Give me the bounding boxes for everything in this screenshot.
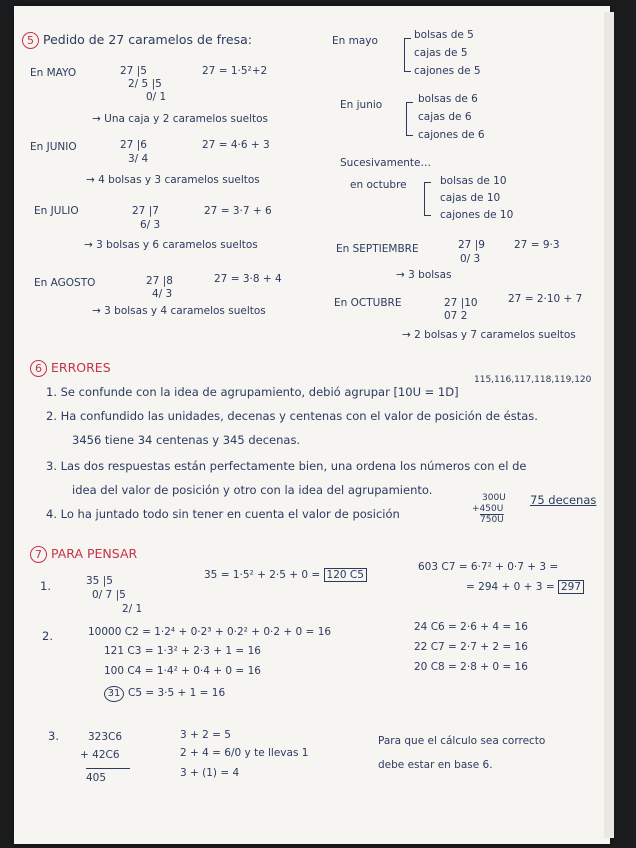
- agosto-label: En AGOSTO: [34, 277, 96, 289]
- section-6-title: [30, 360, 111, 377]
- section-title-text: Pedido de 27 caramelos de fresa:: [43, 32, 252, 47]
- mayo-equation: 27 = 1·5²+2: [202, 65, 268, 77]
- sum-top: 300U: [482, 493, 506, 503]
- problem-1-equation: [204, 570, 367, 582]
- julio-equation: 27 = 3·7 + 6: [204, 205, 272, 217]
- sucesivamente-text: Sucesivamente…: [340, 157, 432, 169]
- section-title-text: ERRORES: [51, 360, 111, 375]
- mayo-division-3: 0/ 1: [146, 91, 167, 103]
- problem-1-division-2: 0/ 7 |5: [92, 589, 126, 601]
- problem-1-right-box: 297: [558, 580, 584, 594]
- septiembre-equation: 27 = 9·3: [514, 239, 560, 251]
- octubre-division-1: 27 |10: [444, 297, 478, 309]
- right-junio-bracket: [406, 102, 413, 136]
- section-5-title: [22, 32, 252, 49]
- junio-label: En JUNIO: [30, 141, 77, 153]
- right-junio-item-3: cajones de 6: [418, 129, 485, 141]
- problem-2-right-2: 22 C7 = 2·7 + 2 = 16: [414, 641, 528, 653]
- julio-label: En JULIO: [34, 205, 79, 217]
- error-sequence: 115,116,117,118,119,120: [474, 375, 592, 385]
- error-line-2b: 3456 tiene 34 centenas y 345 decenas.: [72, 433, 301, 447]
- sum-middle: +450U: [472, 504, 504, 514]
- septiembre-label: En SEPTIEMBRE: [336, 243, 419, 255]
- problem-1-division-1: 35 |5: [86, 575, 113, 587]
- agosto-division-2: 4/ 3: [152, 288, 173, 300]
- junio-equation: 27 = 4·6 + 3: [202, 139, 270, 151]
- sum-result: 750U: [480, 515, 504, 525]
- agosto-division-1: 27 |8: [146, 275, 173, 287]
- section-title-text: PARA PENSAR: [51, 546, 138, 561]
- section-number-badge: 5: [22, 32, 39, 49]
- problem-3-op-1: 3 + 2 = 5: [180, 729, 231, 741]
- error-line-3b: idea del valor de posición y otro con la idea del agrupamiento.: [72, 483, 433, 497]
- problem-3-note-1: Para que el cálculo sea correcto: [378, 735, 546, 747]
- right-junio-item-2: cajas de 6: [418, 111, 472, 123]
- problem-1-right-line-2: [466, 582, 584, 594]
- problem-3-op-2: 2 + 4 = 6/0 y te llevas 1: [180, 747, 309, 759]
- julio-result: → 3 bolsas y 6 caramelos sueltos: [84, 239, 258, 251]
- right-mayo-label: En mayo: [332, 35, 378, 47]
- problem-3-addend: + 42C6: [80, 749, 120, 761]
- problem-3-result: 405: [86, 768, 130, 785]
- mayo-result: → Una caja y 2 caramelos sueltos: [92, 113, 269, 125]
- problem-2-number: 2.: [42, 629, 53, 643]
- junio-division-2: 3/ 4: [128, 153, 149, 165]
- right-junio-label: En junio: [340, 99, 383, 111]
- problem-1-answer-box: 120 C5: [324, 568, 367, 582]
- problem-2-line-4: [104, 686, 225, 702]
- problem-3-number: 3.: [48, 729, 59, 743]
- problem-2-right-3: 20 C8 = 2·8 + 0 = 16: [414, 661, 528, 673]
- problem-1-number: 1.: [40, 579, 51, 593]
- julio-division-2: 6/ 3: [140, 219, 161, 231]
- octubre-equation: 27 = 2·10 + 7: [508, 293, 583, 305]
- right-octubre-item-2: cajas de 10: [440, 192, 501, 204]
- paper-edge: [604, 12, 614, 838]
- right-mayo-item-3: cajones de 5: [414, 65, 481, 77]
- right-octubre-item-3: cajones de 10: [440, 209, 514, 221]
- problem-1-division-3: 2/ 1: [122, 603, 143, 615]
- error-line-2: 2. Ha confundido las unidades, decenas y centenas con el valor de posición de éstas.: [46, 409, 538, 423]
- problem-2-line-4-text: C5 = 3·5 + 1 = 16: [128, 687, 226, 699]
- problem-1-equation-text: 35 = 1·5² + 2·5 + 0 =: [204, 569, 321, 581]
- problem-2-line-3: 100 C4 = 1·4² + 0·4 + 0 = 16: [104, 665, 261, 677]
- right-octubre-bracket: [424, 182, 431, 216]
- section-number-badge: 7: [30, 546, 47, 563]
- problem-2-line-1: 10000 C2 = 1·2⁴ + 0·2³ + 0·2² + 0·2 + 0 = 16: [88, 626, 332, 638]
- problem-2-circled-number: 31: [104, 686, 124, 702]
- right-mayo-item-2: cajas de 5: [414, 47, 468, 59]
- octubre-label: En OCTUBRE: [334, 297, 402, 309]
- mayo-division-1: 27 |5: [120, 65, 147, 77]
- problem-1-right-line-1: 603 C7 = 6·7² + 0·7 + 3 =: [418, 561, 559, 573]
- right-mayo-item-1: bolsas de 5: [414, 29, 474, 41]
- error-line-1: 1. Se confunde con la idea de agrupamiento, debió agrupar [10U = 1D]: [46, 385, 459, 399]
- octubre-division-2: 07 2: [444, 310, 468, 322]
- septiembre-result: → 3 bolsas: [396, 269, 452, 281]
- right-mayo-bracket: [404, 38, 411, 72]
- agosto-result: → 3 bolsas y 4 caramelos sueltos: [92, 305, 266, 317]
- problem-3-top: 323C6: [88, 731, 123, 743]
- problem-1-right-text: = 294 + 0 + 3 =: [466, 581, 555, 593]
- error-line-3: 3. Las dos respuestas están perfectamente bien, una ordena los números con el de: [46, 459, 527, 473]
- paper-sheet: [14, 6, 610, 844]
- right-octubre-label: en octubre: [350, 179, 407, 191]
- problem-3-op-3: 3 + (1) = 4: [180, 767, 240, 779]
- julio-division-1: 27 |7: [132, 205, 159, 217]
- decenas-note: 75 decenas: [530, 493, 597, 507]
- right-junio-item-1: bolsas de 6: [418, 93, 478, 105]
- problem-2-right-1: 24 C6 = 2·6 + 4 = 16: [414, 621, 528, 633]
- junio-division-1: 27 |6: [120, 139, 147, 151]
- section-number-badge: 6: [30, 360, 47, 377]
- problem-3-note-2: debe estar en base 6.: [378, 759, 493, 771]
- junio-result: → 4 bolsas y 3 caramelos sueltos: [86, 174, 260, 186]
- mayo-label: En MAYO: [30, 67, 77, 79]
- septiembre-division-2: 0/ 3: [460, 253, 481, 265]
- octubre-result: → 2 bolsas y 7 caramelos sueltos: [402, 329, 576, 341]
- agosto-equation: 27 = 3·8 + 4: [214, 273, 282, 285]
- septiembre-division-1: 27 |9: [458, 239, 485, 251]
- right-octubre-item-1: bolsas de 10: [440, 175, 507, 187]
- error-line-4: 4. Lo ha juntado todo sin tener en cuenta el valor de posición: [46, 507, 400, 521]
- mayo-division-2: 2/ 5 |5: [128, 78, 162, 90]
- section-7-title: [30, 546, 137, 563]
- problem-2-line-2: 121 C3 = 1·3² + 2·3 + 1 = 16: [104, 645, 261, 657]
